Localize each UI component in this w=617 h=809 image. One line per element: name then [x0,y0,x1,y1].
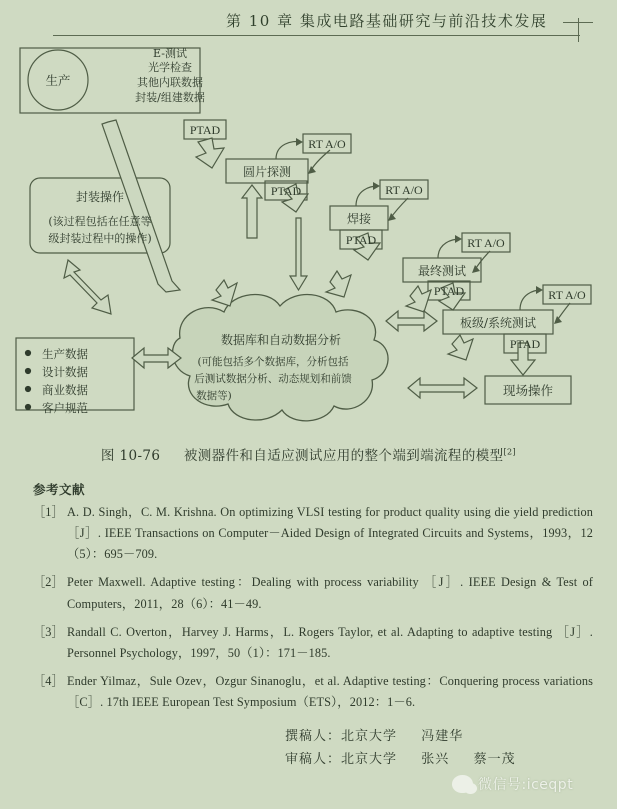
data-source-item-2: 设计数据 [42,365,88,379]
packaging-box-title: 封装操作 [75,190,125,204]
figure-caption-text: 被测器件和自适应测试应用的整个端到端流程的模型 [183,448,504,464]
ptad-label-3: PTAD [345,233,377,247]
packaging-box-note-line2: 级封装过程中的操作) [48,232,152,245]
header-tick-horizontal [563,22,593,23]
reference-number: ［2］ [33,575,64,590]
flow-production-to-cloud [102,120,180,292]
reviewer-label: 审稿人：北京大学 [285,751,398,767]
cloud-line-1: (可能包括多个数据库，分析包括 [197,356,349,368]
reference-text: Peter Maxwell. Adaptive testing：Dealing with process variability ［J］. IEEE Design & Test of Computers，2011，28（6）：41－49. [67,575,593,611]
production-line-4: 封装/组建数据 [135,91,205,104]
flow-arrow-cloud-up-center [326,271,351,297]
references-heading: 参考文献 [33,482,86,497]
figure-caption [0,444,617,464]
page-title: 第 10 章 集成电路基础研究与前沿技术发展 [226,12,548,30]
production-line-2: 光学检查 [148,61,192,74]
reference-text: A. D. Singh，C. M. Krishna. On optimizing VLSI testing for product quality using die yield prediction ［J］. IEEE Transactions on Computer－Aided Design of Integrated Circuits and Systems，1993，12（5）：695－709. [67,505,593,562]
data-source-item-1: 生产数据 [42,347,88,361]
reviewer-line [285,749,516,772]
reference-number: ［1］ [33,505,64,519]
flow-arrow-cloud-board-test [386,311,437,331]
reference-item [33,502,593,565]
flow-arrow-wafer-probe-up [242,185,262,238]
header-rule [53,35,580,36]
references-list [33,502,593,720]
reference-number: ［3］ [33,624,64,639]
data-source-item-4: 客户规范 [42,401,88,415]
cloud-line-3: 数据等) [196,390,232,402]
production-circle-label: 生产 [45,73,71,88]
process-label-final-test: 最终测试 [417,264,467,278]
author-line [285,726,516,749]
ptad-label-2: PTAD [270,184,302,198]
process-label-board-system-test: 板级/系统测试 [459,316,537,330]
cloud-line-2: 后测试数据分析、动态规划和前馈 [194,373,352,385]
rtao-label-2: RT A/O [385,183,423,197]
reference-item [33,622,593,664]
page-header [0,4,617,38]
rtao-label-3: RT A/O [467,236,505,250]
figure-caption-superscript: [2] [503,447,517,457]
flow-arrow-vertical-down [290,218,307,290]
packaging-box-note-line1: (该过程包括在任意等 [48,215,152,228]
reference-item [33,572,593,614]
figure-diagram [0,38,617,438]
data-source-item-3: 商业数据 [42,383,88,397]
production-line-3: 其他内联数据 [137,76,203,89]
rtao-label-4: RT A/O [548,288,586,302]
process-label-field-operation: 现场操作 [502,383,554,398]
reference-text: Randall C. Overton，Harvey J. Harms，L. Rogers Taylor, et al. Adapting to adaptive testing ［J］. Personnel Psychology，1997，50（1）：171－185. [67,624,593,660]
reference-text: Ender Yilmaz，Sule Ozev，Ozgur Sinanoglu，et al. Adaptive testing：Conquering process variations ［C］. 17th IEEE European Test Symposium（ETS），2012：1－6. [67,673,593,710]
process-label-bonding: 焊接 [346,212,372,226]
author-name: 冯建华 [421,729,464,744]
ptad-label-4: PTAD [433,284,465,298]
production-line-1: E-测试 [153,47,187,60]
reference-item [33,671,593,713]
reference-number: ［4］ [33,673,64,688]
cloud-title: 数据库和自动数据分析 [220,333,342,347]
wechat-icon [452,775,473,793]
figure-number: 图 10-76 [100,448,161,464]
ptad-label-5: PTAD [509,337,541,351]
rtao-label-1: RT A/O [308,137,346,151]
flow-arrow-cloud-up-right [406,286,431,312]
flow-arrow-packaging-cloud [64,260,111,314]
flow-arrow-cloud-field-operation [408,378,477,398]
ptad-label-1: PTAD [189,123,221,137]
signature-block [285,726,516,772]
flow-arrow-to-wafer-probe [196,138,224,168]
wechat-watermark [452,774,573,794]
reviewer-name-1: 张兴 [421,751,450,767]
wechat-id-text: 微信号:iceqpt [478,777,574,793]
reviewer-name-2: 蔡一茂 [473,751,516,767]
flow-arrow-cloud-up-far-right [448,335,473,360]
process-label-wafer-probe: 圆片探测 [242,165,292,179]
author-label: 撰稿人：北京大学 [285,729,398,744]
